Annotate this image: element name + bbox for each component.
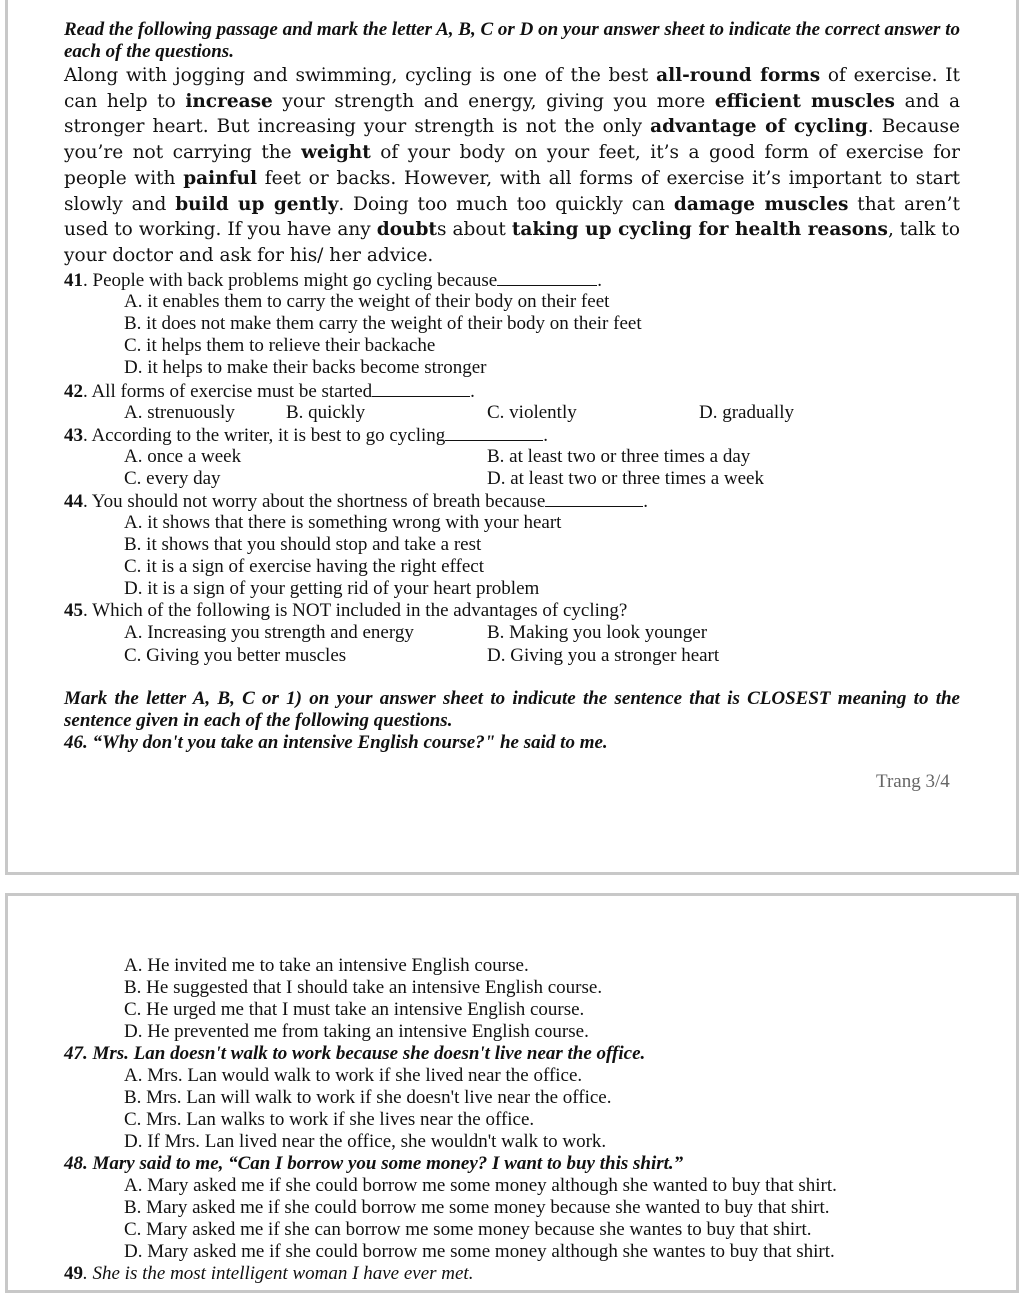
q45-option-d: D. Giving you a stronger heart [487,645,720,666]
page-number: Trang 3/4 [876,771,950,792]
question-48: 48. Mary said to me, “Can I borrow you some money? I want to buy this shirt.” [64,1153,684,1174]
q42-option-a: A. strenuously [124,402,235,423]
q41-option-c: C. it helps them to relieve their backache [124,335,436,356]
passage-text: Along with jogging and swimming, cycling is one of the best [64,65,657,86]
q44-option-c: C. it is a sign of exercise having the right effect [124,556,485,577]
question-46: 46. “Why don't you take an intensive English course?" he said to me. [64,732,608,753]
q47-option-b: B. Mrs. Lan will walk to work if she doesn't live near the office. [124,1087,612,1108]
q48-option-c: C. Mary asked me if she can borrow me some money because she wantes to buy that shirt. [124,1219,812,1240]
q47-option-c: C. Mrs. Lan walks to work if she lives near the office. [124,1109,535,1130]
q42-option-d: D. gradually [699,402,794,423]
reading-instruction: Read the following passage and mark the letter A, B, C or D on your answer sheet to indicate the correct answer to each of the questions. [64,19,960,62]
passage-keyword: damage muscles [673,193,849,215]
q44-option-a: A. it shows that there is something wrong with your heart [124,512,562,533]
passage-text: . Doing too much too quickly can [338,193,674,215]
passage-text: and a stronger heart. But increasing your strength is not the only [64,90,960,138]
q43-option-b: B. at least two or three times a day [487,446,751,467]
q42-option-b: B. quickly [286,402,366,423]
question-44: 44. You should not worry about the shortness of breath because . [64,491,649,512]
q41-option-a: A. it enables them to carry the weight of their body on their feet [124,291,610,312]
passage-keyword: efficient muscles [714,90,895,112]
passage-keyword: doubt [376,219,437,241]
q47-option-a: A. Mrs. Lan would walk to work if she lived near the office. [124,1065,583,1086]
passage-text: that aren’t used to working. If you have any [64,193,960,241]
question-49: 49. She is the most intelligent woman I have ever met. [64,1263,474,1284]
sentence-transformation-instruction: Mark the letter A, B, C or 1) on your answer sheet to indicute the sentence that is CLOSEST meaning to the sentence given in each of the following questions. [64,688,960,731]
q46-option-d: D. He prevented me from taking an intensive English course. [124,1021,589,1042]
passage-keyword: painful [183,167,258,189]
question-45: 45. Which of the following is NOT included in the advantages of cycling? [64,600,628,621]
q43-option-c: C. every day [124,468,221,489]
passage-text: feet or backs. However, with all forms of exercise it’s important to start slowly and [64,167,960,215]
passage-text: . Because you’re not carrying the [64,116,960,164]
q46-option-b: B. He suggested that I should take an intensive English course. [124,977,603,998]
passage-keyword: increase [185,90,273,112]
passage-keyword: taking up cycling for health reasons [511,219,888,241]
question-42: 42. All forms of exercise must be started . [64,381,475,402]
q45-option-b: B. Making you look younger [487,622,708,643]
q47-option-d: D. If Mrs. Lan lived near the office, she wouldn't walk to work. [124,1131,607,1152]
passage-keyword: advantage of cycling [650,116,868,138]
q43-option-a: A. once a week [124,446,242,467]
passage-text: of exercise. It can help to [64,65,960,112]
question-43: 43. According to the writer, it is best to go cycling . [64,425,549,446]
passage-keyword: all-round forms [656,65,821,86]
q44-option-b: B. it shows that you should stop and take a rest [124,534,482,555]
passage-text: s about [436,219,512,241]
q44-option-d: D. it is a sign of your getting rid of your heart problem [124,578,540,599]
q48-option-a: A. Mary asked me if she could borrow me some money although she wanted to buy that shirt. [124,1175,837,1196]
q41-option-b: B. it does not make them carry the weight of their body on their feet [124,313,642,334]
q42-option-c: C. violently [487,402,577,423]
q48-option-d: D. Mary asked me if she could borrow me some money although she wantes to buy that shirt. [124,1241,835,1262]
passage-keyword: build up gently [175,193,339,215]
q45-option-c: C. Giving you better muscles [124,645,347,666]
q48-option-b: B. Mary asked me if she could borrow me some money because she wanted to buy that shirt. [124,1197,830,1218]
passage-text: , talk to your doctor and ask for his/ her advice. [64,219,960,266]
q41-option-d: D. it helps to make their backs become stronger [124,357,487,378]
q46-option-a: A. He invited me to take an intensive English course. [124,955,529,976]
reading-passage [64,63,960,269]
passage-text: of your body on your feet, it’s a good form of exercise for people with [64,142,960,189]
passage-keyword: weight [301,142,371,164]
question-47: 47. Mrs. Lan doesn't walk to work because she doesn't live near the office. [64,1043,646,1064]
q43-option-d: D. at least two or three times a week [487,468,764,489]
q46-option-c: C. He urged me that I must take an intensive English course. [124,999,585,1020]
q45-option-a: A. Increasing you strength and energy [124,622,414,643]
question-41: 41. People with back problems might go cycling because . [64,270,602,291]
passage-text: your strength and energy, giving you more [272,90,715,112]
